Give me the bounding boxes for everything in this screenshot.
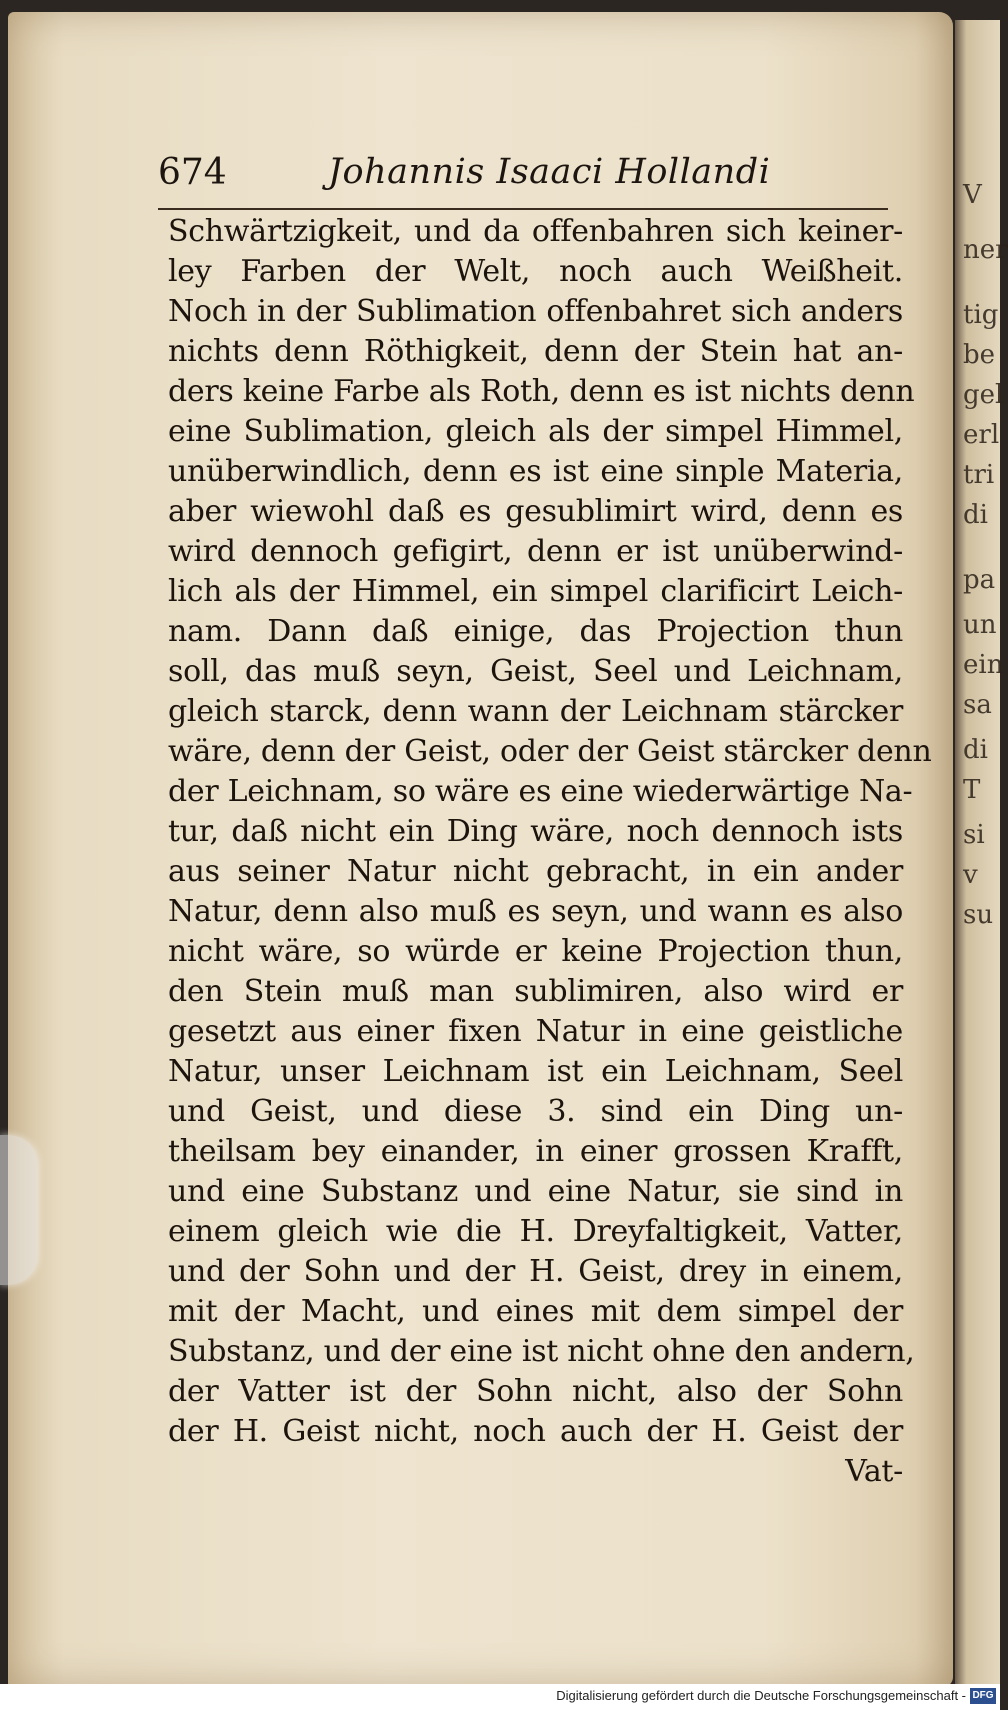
next-page-fragment: tri (963, 460, 995, 490)
text-line: nicht wäre, so würde er keine Projection thun, (168, 934, 903, 969)
text-line: einem gleich wie die H. Dreyfaltigkeit, Vatter, (168, 1214, 903, 1249)
next-page-fragment: V (963, 180, 982, 210)
next-page-fragment: sa (963, 690, 992, 720)
text-line: mit der Macht, und eines mit dem simpel der (168, 1294, 903, 1329)
text-line: und Geist, und diese 3. sind ein Ding un- (168, 1094, 903, 1129)
next-page-fragment: di (963, 735, 988, 765)
text-line: aber wiewohl daß es gesublimirt wird, denn es (168, 494, 903, 529)
text-line: lich als der Himmel, ein simpel clarificirt Leich- (168, 574, 903, 609)
text-line: und der Sohn und der H. Geist, drey in einem, (168, 1254, 903, 1289)
next-page-fragment: gel (963, 380, 1004, 410)
text-line: nichts denn Röthigkeit, denn der Stein hat an- (168, 334, 903, 369)
next-page-fragment: su (963, 900, 994, 930)
next-page-edge (955, 20, 1008, 1690)
text-line: aus seiner Natur nicht gebracht, in ein ander (168, 854, 903, 889)
next-page-fragment: T (963, 775, 981, 805)
next-page-fragment: ein (963, 650, 1004, 680)
text-line: Natur, denn also muß es seyn, und wann es also (168, 894, 903, 929)
next-page-fragment: di (963, 500, 988, 530)
text-line: wäre, denn der Geist, oder der Geist stärcker denn (168, 734, 932, 769)
text-line: gleich starck, denn wann der Leichnam stärcker (168, 694, 903, 729)
next-page-fragment: v (963, 860, 978, 890)
text-line: unüberwindlich, denn es ist eine sinple Materia, (168, 454, 903, 489)
text-line: ders keine Farbe als Roth, denn es ist nichts denn (168, 374, 915, 409)
digitization-footer (0, 1684, 1000, 1710)
text-line: der H. Geist nicht, noch auch der H. Geist der (168, 1414, 903, 1449)
text-line: eine Sublimation, gleich als der simpel Himmel, (168, 414, 903, 449)
text-line: ley Farben der Welt, noch auch Weißheit. (168, 254, 903, 289)
next-page-fragment: erl (963, 420, 1000, 450)
text-line: wird dennoch gefigirt, denn er ist unüberwind- (168, 534, 903, 569)
text-line: Natur, unser Leichnam ist ein Leichnam, Seel (168, 1054, 903, 1089)
next-page-fragment: tig (963, 300, 999, 330)
text-line: den Stein muß man sublimiren, also wird er (168, 974, 903, 1009)
text-line: der Vatter ist der Sohn nicht, also der Sohn (168, 1374, 903, 1409)
next-page-fragment: pa (963, 565, 996, 595)
text-line: theilsam bey einander, in einer grossen Krafft, (168, 1134, 903, 1169)
text-line: nam. Dann daß einige, das Projection thun (168, 614, 903, 649)
text-line: soll, das muß seyn, Geist, Seel und Leichnam, (168, 654, 903, 689)
text-line: Vat- (845, 1454, 903, 1489)
text-line: gesetzt aus einer fixen Natur in eine geistliche (168, 1014, 903, 1049)
footer-credit: Digitalisierung gefördert durch die Deutsche Forschungsgemeinschaft - (556, 1688, 966, 1703)
header-rule (158, 208, 888, 210)
running-head: Johannis Isaaci Hollandi (328, 152, 771, 192)
text-line: Substanz, und der eine ist nicht ohne den andern, (168, 1334, 915, 1369)
next-page-fragment: un (963, 610, 997, 640)
next-page-fragment: ner (963, 235, 1008, 265)
dfg-logo: DFG (970, 1688, 996, 1704)
page-header (158, 152, 898, 208)
text-line: Schwärtzigkeit, und da offenbahren sich keiner- (168, 214, 903, 249)
body-text (168, 212, 932, 1492)
text-line: und eine Substanz und eine Natur, sie sind in (168, 1174, 903, 1209)
text-line: der Leichnam, so wäre es eine wiederwärtige Na- (168, 774, 913, 809)
next-page-fragment: si (963, 820, 985, 850)
book-page (8, 12, 953, 1687)
next-page-fragment: be (963, 340, 996, 370)
page-clip (0, 1135, 38, 1285)
text-line: tur, daß nicht ein Ding wäre, noch dennoch ists (168, 814, 903, 849)
text-line: Noch in der Sublimation offenbahret sich anders (168, 294, 903, 329)
page-number: 674 (158, 152, 227, 193)
